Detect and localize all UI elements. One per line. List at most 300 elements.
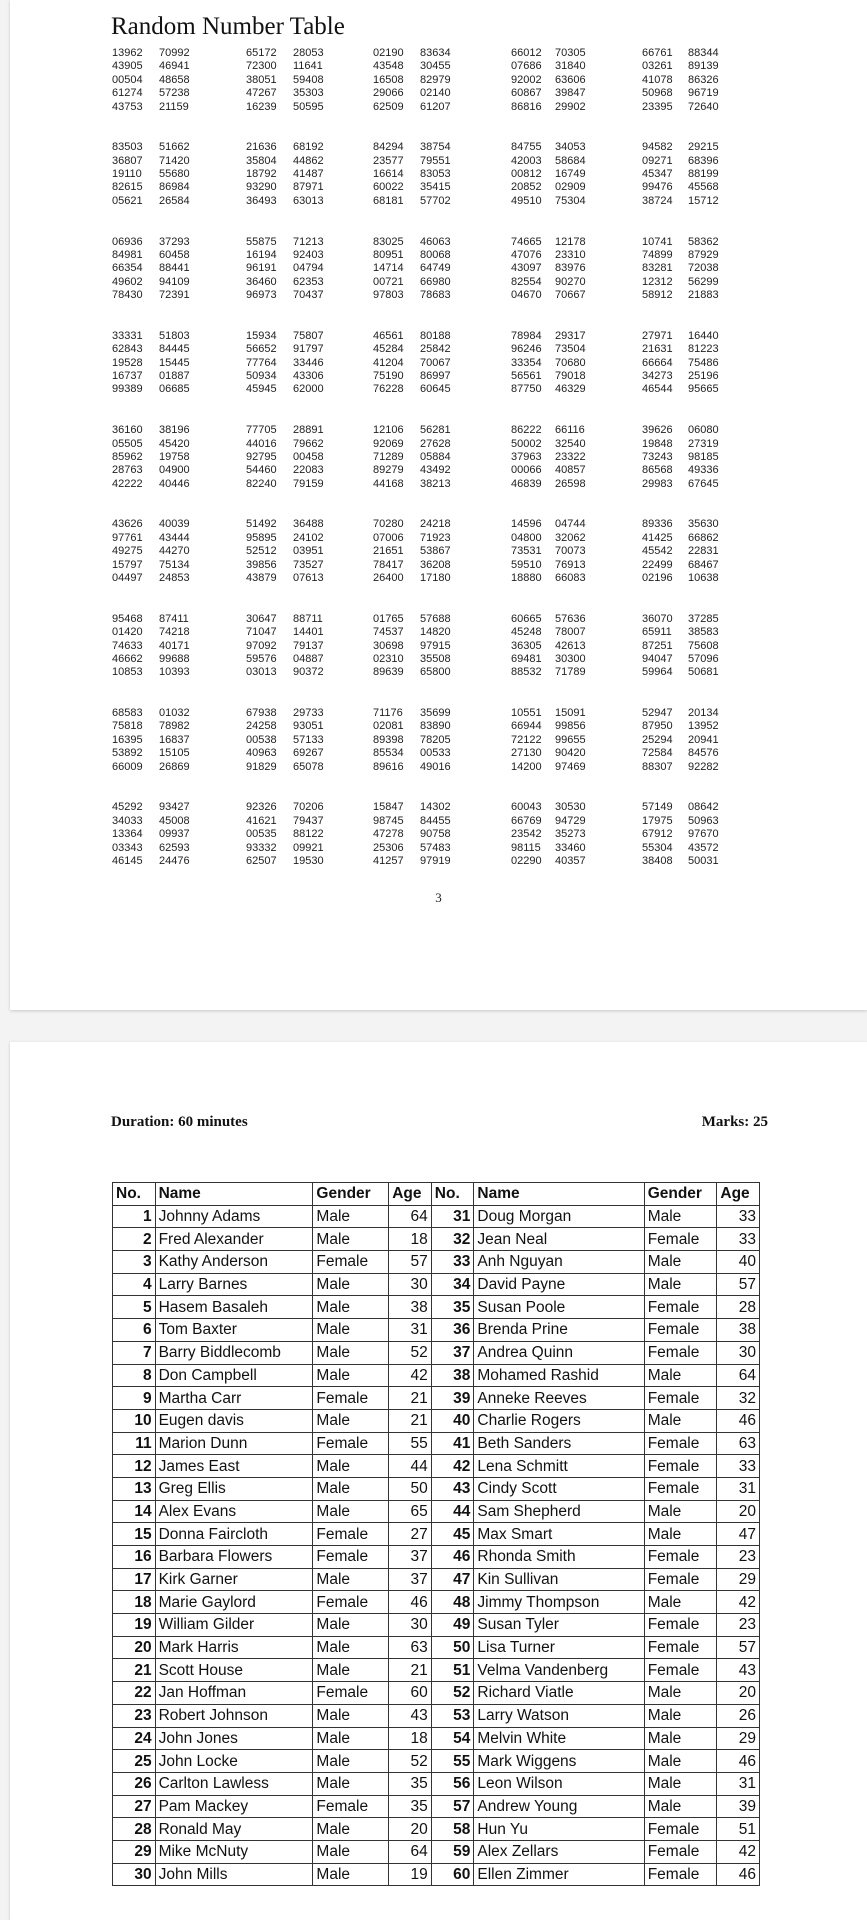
roster-body (113, 1205, 760, 1886)
row-number: 15 (113, 1523, 156, 1546)
random-number: 86326 (688, 73, 719, 86)
student-gender: Male (313, 1636, 389, 1659)
student-age: 29 (717, 1727, 760, 1750)
random-number: 78417 (373, 558, 404, 571)
random-number: 88307 (642, 760, 673, 773)
random-number: 15934 (246, 329, 277, 342)
random-number: 36493 (246, 194, 277, 207)
student-gender: Male (313, 1568, 389, 1591)
student-gender: Male (313, 1750, 389, 1773)
random-number: 19528 (112, 356, 143, 369)
random-number: 78982 (159, 720, 190, 733)
random-number: 84294 (373, 141, 404, 154)
random-number: 90758 (420, 828, 451, 841)
row-number: 6 (113, 1319, 156, 1342)
random-number: 33446 (293, 356, 324, 369)
random-number: 95895 (246, 531, 277, 544)
random-number: 36160 (112, 424, 143, 437)
random-number: 29983 (642, 477, 673, 490)
random-number: 58912 (642, 289, 673, 302)
random-number: 18880 (511, 572, 542, 585)
student-name: Johnny Adams (155, 1205, 313, 1228)
student-name: Melvin White (474, 1727, 644, 1750)
student-age: 30 (717, 1341, 760, 1364)
random-number: 59964 (642, 666, 673, 679)
random-number: 85534 (373, 747, 404, 760)
random-number: 41487 (293, 168, 324, 181)
random-number: 70073 (555, 545, 586, 558)
random-number: 82615 (112, 181, 143, 194)
random-number: 12312 (642, 275, 673, 288)
row-number: 36 (431, 1319, 474, 1342)
table-row (113, 1636, 760, 1659)
random-number: 70206 (293, 801, 324, 814)
random-number: 43548 (373, 60, 404, 73)
random-number: 70992 (159, 47, 190, 59)
random-number: 36208 (420, 558, 451, 571)
student-name: Anneke Reeves (474, 1387, 644, 1410)
random-number: 78683 (420, 289, 451, 302)
random-number: 79662 (293, 437, 324, 450)
random-number: 75818 (112, 720, 143, 733)
table-row (113, 1818, 760, 1841)
row-number: 45 (431, 1523, 474, 1546)
student-age: 63 (389, 1636, 432, 1659)
random-number: 67912 (642, 828, 673, 841)
random-number: 00066 (511, 464, 542, 477)
random-number: 57133 (293, 733, 324, 746)
random-number: 39626 (642, 424, 673, 437)
row-number: 9 (113, 1387, 156, 1410)
random-number: 72640 (688, 100, 719, 113)
random-number: 75134 (159, 558, 190, 571)
roster-header-row (113, 1183, 760, 1206)
student-gender: Male (644, 1704, 717, 1727)
random-number: 29215 (688, 141, 719, 154)
student-name: William Gilder (155, 1614, 313, 1637)
row-number: 51 (431, 1659, 474, 1682)
random-number: 84576 (688, 747, 719, 760)
row-number: 31 (431, 1205, 474, 1228)
random-number: 50963 (688, 814, 719, 827)
random-number: 26598 (555, 477, 586, 490)
random-number: 16837 (159, 733, 190, 746)
student-name: Pam Mackey (155, 1795, 313, 1818)
random-number: 45568 (688, 181, 719, 194)
student-gender: Male (313, 1205, 389, 1228)
student-age: 65 (389, 1500, 432, 1523)
random-number: 52947 (642, 707, 673, 720)
random-number: 94729 (555, 814, 586, 827)
random-number: 09937 (159, 828, 190, 841)
table-row (113, 1863, 760, 1886)
student-name: Eugen davis (155, 1409, 313, 1432)
student-name: Don Campbell (155, 1364, 313, 1387)
student-age: 21 (389, 1409, 432, 1432)
row-number: 25 (113, 1750, 156, 1773)
random-number: 89139 (688, 60, 719, 73)
student-gender: Male (313, 1319, 389, 1342)
random-number: 53892 (112, 747, 143, 760)
random-number: 83053 (420, 168, 451, 181)
student-name: Scott House (155, 1659, 313, 1682)
random-number: 77764 (246, 356, 277, 369)
random-number: 57238 (159, 87, 190, 100)
row-number: 5 (113, 1296, 156, 1319)
student-name: Alex Evans (155, 1500, 313, 1523)
student-gender: Male (644, 1727, 717, 1750)
student-age: 37 (389, 1546, 432, 1569)
random-number: 93332 (246, 841, 277, 854)
random-number: 70067 (420, 356, 451, 369)
random-number: 46329 (555, 383, 586, 396)
random-number: 35508 (420, 652, 451, 665)
student-age: 46 (389, 1591, 432, 1614)
student-name: Larry Watson (474, 1704, 644, 1727)
table-row (113, 1704, 760, 1727)
random-number: 23322 (555, 450, 586, 463)
student-gender: Female (644, 1432, 717, 1455)
row-number: 46 (431, 1546, 474, 1569)
student-name: Ronald May (155, 1818, 313, 1841)
random-number: 21631 (642, 343, 673, 356)
random-number: 84755 (511, 141, 542, 154)
random-number: 78007 (555, 626, 586, 639)
student-gender: Male (313, 1659, 389, 1682)
random-number: 06936 (112, 235, 143, 248)
random-number: 98745 (373, 814, 404, 827)
random-number: 00535 (246, 828, 277, 841)
row-number: 14 (113, 1500, 156, 1523)
random-number: 37285 (688, 612, 719, 625)
row-number: 53 (431, 1704, 474, 1727)
random-number: 29733 (293, 707, 324, 720)
random-number: 75486 (688, 356, 719, 369)
random-number: 36488 (293, 518, 324, 531)
random-number: 34033 (112, 814, 143, 827)
random-number: 51492 (246, 518, 277, 531)
student-age: 21 (389, 1659, 432, 1682)
table-row (113, 1546, 760, 1569)
random-number: 66862 (688, 531, 719, 544)
random-number: 15105 (159, 747, 190, 760)
random-number: 10551 (511, 707, 542, 720)
student-name: Jan Hoffman (155, 1682, 313, 1705)
student-gender: Male (644, 1409, 717, 1432)
random-number: 00533 (420, 747, 451, 760)
random-number: 66980 (420, 275, 451, 288)
student-name: Tom Baxter (155, 1319, 313, 1342)
random-number: 68583 (112, 707, 143, 720)
student-gender: Male (313, 1818, 389, 1841)
random-number: 84445 (159, 343, 190, 356)
row-number: 44 (431, 1500, 474, 1523)
random-number: 37293 (159, 235, 190, 248)
student-age: 20 (717, 1682, 760, 1705)
random-number: 09921 (293, 841, 324, 854)
random-number: 41621 (246, 814, 277, 827)
random-number: 57483 (420, 841, 451, 854)
student-name: Velma Vandenberg (474, 1659, 644, 1682)
random-number: 81223 (688, 343, 719, 356)
row-number: 43 (431, 1477, 474, 1500)
random-number: 40963 (246, 747, 277, 760)
random-number: 65800 (420, 666, 451, 679)
random-number: 60665 (511, 612, 542, 625)
random-number: 05621 (112, 194, 143, 207)
student-name: Jean Neal (474, 1228, 644, 1251)
random-number: 93427 (159, 801, 190, 814)
student-name: Kin Sullivan (474, 1568, 644, 1591)
student-age: 50 (389, 1477, 432, 1500)
student-name: Kirk Garner (155, 1568, 313, 1591)
random-number: 05884 (420, 450, 451, 463)
random-number: 69267 (293, 747, 324, 760)
student-gender: Female (644, 1319, 717, 1342)
row-number: 41 (431, 1432, 474, 1455)
random-number: 94109 (159, 275, 190, 288)
table-row (113, 1591, 760, 1614)
random-number: 59576 (246, 652, 277, 665)
random-number: 24258 (246, 720, 277, 733)
student-age: 35 (389, 1795, 432, 1818)
random-number: 89639 (373, 666, 404, 679)
random-number: 01887 (159, 370, 190, 383)
random-number: 29317 (555, 329, 586, 342)
random-number: 43444 (159, 531, 190, 544)
random-number: 70680 (555, 356, 586, 369)
student-age: 38 (717, 1319, 760, 1342)
row-number: 30 (113, 1863, 156, 1886)
student-gender: Male (313, 1273, 389, 1296)
student-age: 19 (389, 1863, 432, 1886)
student-name: John Mills (155, 1863, 313, 1886)
random-number: 67645 (688, 477, 719, 490)
random-number: 60867 (511, 87, 542, 100)
random-number: 91797 (293, 343, 324, 356)
random-number: 30647 (246, 612, 277, 625)
student-gender: Female (644, 1568, 717, 1591)
student-age: 29 (717, 1568, 760, 1591)
random-number: 13364 (112, 828, 143, 841)
student-name: Brenda Prine (474, 1319, 644, 1342)
random-number: 97092 (246, 639, 277, 652)
student-gender: Male (644, 1795, 717, 1818)
student-age: 33 (717, 1455, 760, 1478)
random-number: 35630 (688, 518, 719, 531)
random-number: 83890 (420, 720, 451, 733)
student-name: Carlton Lawless (155, 1772, 313, 1795)
random-number: 88711 (293, 612, 323, 625)
student-name: Charlie Rogers (474, 1409, 644, 1432)
random-number: 88532 (511, 666, 542, 679)
random-number: 86984 (159, 181, 190, 194)
student-name: Beth Sanders (474, 1432, 644, 1455)
random-number: 26400 (373, 572, 404, 585)
random-number: 63013 (293, 194, 324, 207)
random-number: 15712 (688, 194, 719, 207)
random-number: 10741 (642, 235, 673, 248)
student-age: 33 (717, 1228, 760, 1251)
random-number: 43905 (112, 60, 143, 73)
random-number: 22831 (688, 545, 719, 558)
random-number: 25196 (688, 370, 719, 383)
random-number: 97919 (420, 854, 451, 867)
random-number: 77705 (246, 424, 277, 437)
random-number: 38583 (688, 626, 719, 639)
random-number: 48658 (159, 73, 190, 86)
random-number: 79018 (555, 370, 586, 383)
random-number: 92069 (373, 437, 404, 450)
random-number: 45248 (511, 626, 542, 639)
random-number: 02290 (511, 854, 542, 867)
exam-marks: Marks: 25 (701, 1114, 768, 1130)
random-number: 56561 (511, 370, 542, 383)
random-number: 24476 (159, 854, 190, 867)
random-number: 50968 (642, 87, 673, 100)
row-number: 8 (113, 1364, 156, 1387)
row-number: 23 (113, 1704, 156, 1727)
student-age: 57 (389, 1251, 432, 1274)
student-age: 30 (389, 1614, 432, 1637)
student-name: Mike McNuty (155, 1840, 313, 1863)
student-gender: Female (313, 1432, 389, 1455)
student-name: David Payne (474, 1273, 644, 1296)
student-gender: Male (313, 1772, 389, 1795)
student-gender: Female (644, 1477, 717, 1500)
row-number: 50 (431, 1636, 474, 1659)
random-number: 16440 (688, 329, 719, 342)
random-number: 71420 (159, 154, 190, 167)
random-number: 06685 (159, 383, 190, 396)
random-number: 44016 (246, 437, 277, 450)
random-number: 92326 (246, 801, 277, 814)
header-name: Name (155, 1183, 313, 1206)
row-number: 29 (113, 1840, 156, 1863)
random-number: 28891 (293, 424, 324, 437)
random-number: 68396 (688, 154, 719, 167)
random-number: 59408 (293, 73, 324, 86)
random-number: 23395 (642, 100, 673, 113)
row-number: 54 (431, 1727, 474, 1750)
random-number: 65911 (642, 626, 672, 639)
random-number: 32540 (555, 437, 586, 450)
row-number: 58 (431, 1818, 474, 1841)
random-number: 73527 (293, 558, 324, 571)
random-number: 02196 (642, 572, 673, 585)
student-name: James East (155, 1455, 313, 1478)
random-number: 54460 (246, 464, 277, 477)
random-number: 65078 (293, 760, 324, 773)
random-number: 46544 (642, 383, 673, 396)
random-number: 99389 (112, 383, 143, 396)
student-name: Robert Johnson (155, 1704, 313, 1727)
table-row (113, 1568, 760, 1591)
random-number: 79551 (420, 154, 451, 167)
random-number: 76228 (373, 383, 404, 396)
table-row (113, 1659, 760, 1682)
random-number: 45284 (373, 343, 404, 356)
student-name: Max Smart (474, 1523, 644, 1546)
row-number: 49 (431, 1614, 474, 1637)
random-number: 72122 (511, 733, 542, 746)
random-number: 90420 (555, 747, 586, 760)
random-number: 71289 (373, 450, 404, 463)
student-gender: Female (313, 1387, 389, 1410)
random-number: 96191 (246, 262, 277, 275)
table-row (113, 1455, 760, 1478)
random-number: 00458 (293, 450, 324, 463)
table-row (113, 1772, 760, 1795)
row-number: 3 (113, 1251, 156, 1274)
header-age-2: Age (717, 1183, 760, 1206)
random-number: 97803 (373, 289, 404, 302)
row-number: 16 (113, 1546, 156, 1569)
random-number: 02190 (373, 47, 404, 59)
random-number: 88199 (688, 168, 719, 181)
random-number: 04800 (511, 531, 542, 544)
student-age: 64 (389, 1205, 432, 1228)
random-number: 98185 (688, 450, 719, 463)
student-age: 35 (389, 1772, 432, 1795)
random-number: 46839 (511, 477, 542, 490)
random-number: 36807 (112, 154, 143, 167)
random-number: 30698 (373, 639, 404, 652)
random-number: 03261 (642, 60, 673, 73)
random-number: 37963 (511, 450, 542, 463)
table-row (113, 1727, 760, 1750)
random-number: 60645 (420, 383, 451, 396)
random-number: 73504 (555, 343, 586, 356)
random-number: 20941 (688, 733, 719, 746)
student-gender: Male (313, 1614, 389, 1637)
random-number: 44862 (293, 154, 324, 167)
student-name: Andrea Quinn (474, 1341, 644, 1364)
row-number: 18 (113, 1591, 156, 1614)
student-age: 38 (389, 1296, 432, 1319)
random-number: 74537 (373, 626, 404, 639)
row-number: 35 (431, 1296, 474, 1319)
random-number: 19530 (293, 854, 324, 867)
random-number: 89279 (373, 464, 404, 477)
random-number: 32062 (555, 531, 586, 544)
student-age: 44 (389, 1455, 432, 1478)
random-number: 55680 (159, 168, 190, 181)
random-number: 07686 (511, 60, 542, 73)
random-number: 93051 (293, 720, 324, 733)
student-gender: Female (313, 1251, 389, 1274)
random-number: 29066 (373, 87, 404, 100)
random-number: 23577 (373, 154, 404, 167)
random-number: 14302 (420, 801, 451, 814)
random-number: 27319 (688, 437, 719, 450)
random-number: 66009 (112, 760, 143, 773)
document-page-4 (10, 1042, 867, 1920)
random-number: 14200 (511, 760, 542, 773)
random-number: 60043 (511, 801, 542, 814)
row-number: 12 (113, 1455, 156, 1478)
header-name-2: Name (474, 1183, 644, 1206)
student-age: 26 (717, 1704, 760, 1727)
table-row (113, 1477, 760, 1500)
row-number: 47 (431, 1568, 474, 1591)
random-number: 87750 (511, 383, 542, 396)
random-number: 80068 (420, 248, 451, 261)
random-number: 67938 (246, 707, 277, 720)
random-number: 40857 (555, 464, 586, 477)
random-number: 97915 (420, 639, 451, 652)
student-age: 43 (389, 1704, 432, 1727)
